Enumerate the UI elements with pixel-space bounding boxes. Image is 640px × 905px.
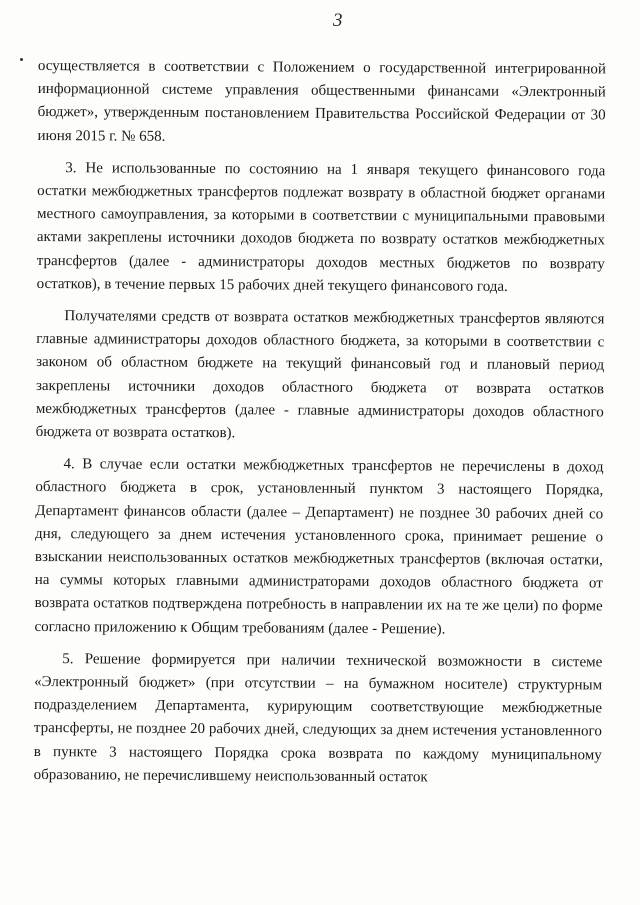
paragraph-item-4: 4. В случае если остатки межбюджетных трансфертов не перечислены в доход областного бюджета в срок, установленный пунктом 3 настоящего Порядка, Департамент финансов области (далее – Департамент) не позднее 30 рабочих дней со дня, следующего за днем истечения установленного срока, принимает решение о взыскании неиспользованных остатков межбюджетных трансфертов (включая остатки, на суммы которых главными администраторами доходов областного бюджета от возврата остатков подтверждена потребность в направлении их на те же цели) по форме согласно приложению к Общим требованиям (далее - Решение). (34, 456, 604, 638)
paragraph-continuation: осуществляется в соответствии с Положением о государственной интегрированной информационной системе управления общественными финансами «Электронный бюджет», утвержденным постановлением Правительства Российской Федерации от 30 июня 2015 г. № 658. (37, 57, 606, 145)
paragraph-item-3: 3. Не использованные по состоянию на 1 января текущего финансового года остатки межбюджетных трансфертов подлежат возврату в областной бюджет органами местного самоуправления, за которыми в соответствии с муниципальными правовыми актами закреплены источники доходов бюджета по возврату остатков межбюджетных трансфертов (далее - администраторы доходов местных бюджетов по возврату остатков), в течение первых 15 рабочих дней текущего финансового года. (36, 159, 606, 295)
document-body (33, 55, 606, 800)
margin-mark (20, 58, 23, 61)
paragraph-recipients: Получателями средств от возврата остатков межбюджетных трансфертов являются главные администраторы доходов областного бюджета, за которыми в соответствии с законом об областном бюджете на текущий финансовый год и плановый период закреплены источники доходов областного бюджета от возврата остатков межбюджетных трансфертов (далее - главные администраторы доходов областного бюджета от возврата остатков). (35, 308, 605, 442)
page-number: 3 (333, 10, 343, 31)
paragraph-item-5: 5. Решение формируется при наличии технической возможности в системе «Электронный бюджет» (при отсутствии – на бумажном носителе) структурным подразделением Департамента, курирующим соответствующие межбюджетные трансферты, не позднее 20 рабочих дней, следующих за днем истечения установленного в пункте 3 настоящего Порядка срока возврата по каждому муниципальному образованию, не перечислившему неиспользованный остаток (33, 651, 603, 786)
